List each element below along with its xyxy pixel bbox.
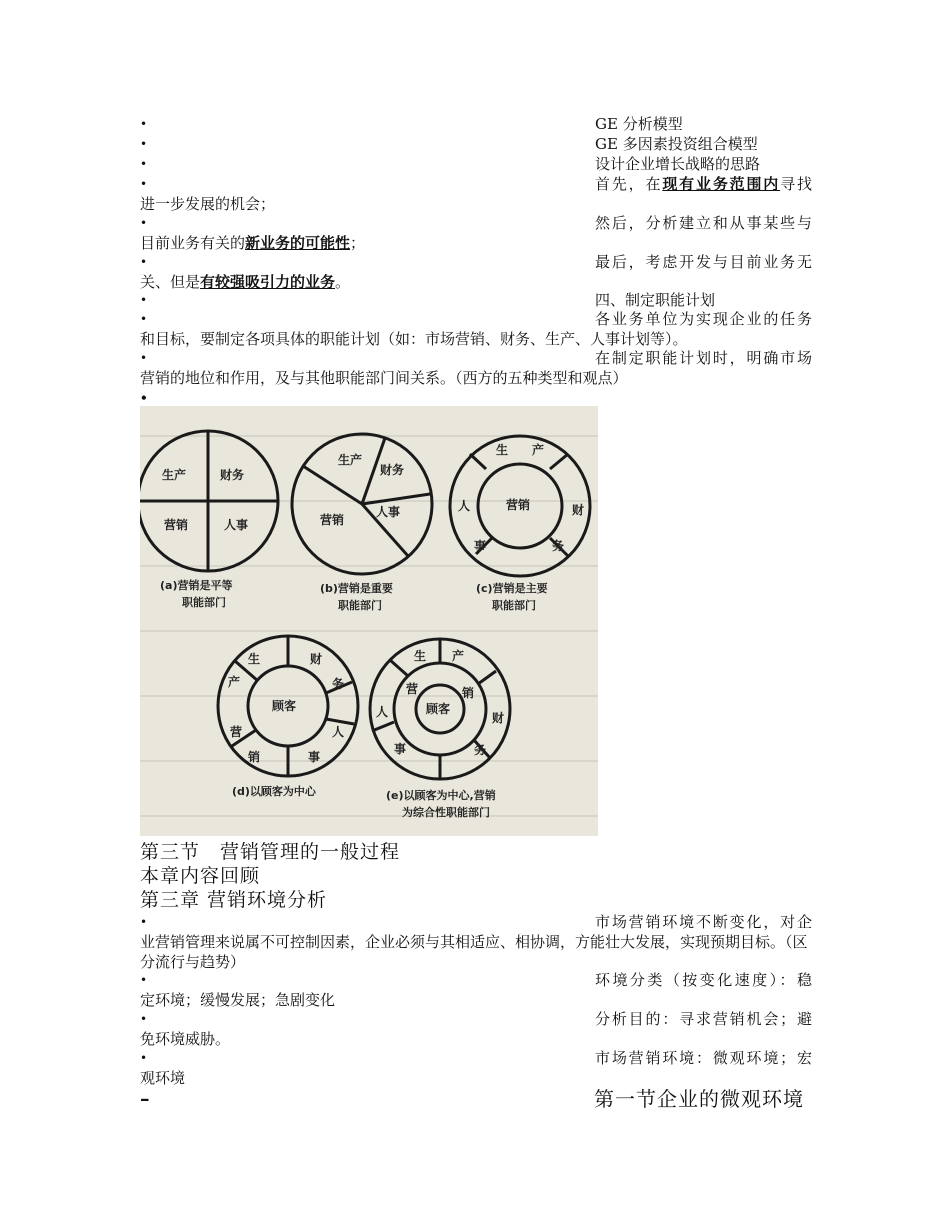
diagram-c-label: 产	[532, 443, 545, 457]
list-item-text: 首先，在现有业务范围内寻找	[595, 175, 812, 193]
bullet-icon: •	[140, 117, 148, 131]
diagram-e-label: 营	[406, 682, 419, 696]
diagram-e-label: 人	[376, 705, 389, 719]
diagram-d-label: 人	[332, 725, 345, 739]
list-item-text: 市场营销环境不断变化，对企	[595, 913, 812, 931]
list-item	[140, 970, 812, 1010]
diagram-d-label: 销	[248, 750, 261, 764]
section-heading: 第三节 营销管理的一般过程	[140, 841, 401, 863]
list-item-continuation: 营销的地位和作用，及与其他职能部门间关系。（西方的五种类型和观点）	[140, 369, 628, 387]
list-item-text: 设计企业增长战略的思路	[595, 155, 761, 173]
emphasis-text: 有较强吸引力的业务	[200, 273, 336, 291]
diagram-a-label: 财务	[220, 468, 245, 482]
list-item-continuation: 目前业务有关的新业务的可能性；	[140, 234, 366, 252]
list-item-text: 四、制定职能计划	[595, 291, 716, 309]
list-item	[140, 1009, 812, 1049]
list-item	[140, 174, 812, 214]
diagram-c-label: 人	[458, 499, 471, 513]
diagram-b-caption: 职能部门	[338, 599, 382, 612]
diagram-e-label: 务	[474, 743, 487, 757]
list-item	[140, 154, 812, 174]
diagram-a-label: 营销	[164, 518, 189, 532]
bullet-icon: •	[140, 1051, 148, 1065]
diagram-b-caption: (b)营销是重要	[320, 582, 393, 595]
list-item-text: 最后，考虑开发与目前业务无	[595, 253, 812, 271]
list-item-continuation: 和目标，要制定各项具体的职能计划（如：市场营销、财务、生产、人事计划等）。	[140, 330, 688, 348]
section-heading: 第一节企业的微观环境	[594, 1087, 804, 1111]
list-item-continuation: 关、但是有较强吸引力的业务。	[140, 273, 351, 291]
list-item	[140, 252, 812, 292]
emphasis-text: 新业务的可能性	[245, 234, 351, 252]
list-item-continuation: 进一步发展的机会；	[140, 195, 276, 213]
list-item-continuation: 业营销管理来说属不可控制因素，企业必须与其相适应、相协调，方能壮大发展，实现预期目标。（区分流行与趋势）	[140, 933, 808, 971]
diagram-c-caption: 职能部门	[492, 599, 536, 612]
list-item-text: 然后，分析建立和从事某些与	[595, 214, 812, 232]
list-item	[140, 348, 812, 388]
diagram-d-label: 产	[228, 675, 241, 689]
list-item	[140, 309, 812, 349]
diagram-c-label: 生	[496, 443, 509, 457]
bullet-icon: •	[140, 915, 148, 929]
list-item-continuation: 定环境；缓慢发展；急剧变化	[140, 991, 336, 1009]
bullet-icon: •	[140, 137, 148, 151]
list-item	[140, 290, 812, 310]
section-heading: 本章内容回顾	[140, 865, 261, 887]
diagram-d-label: 营	[230, 725, 243, 739]
diagram-c-label: 务	[552, 539, 565, 553]
bullet-icon: •	[140, 255, 148, 269]
bullet-icon: •	[140, 973, 148, 987]
diagram-d-caption: (d)以顾客为中心	[232, 785, 316, 798]
list-item-continuation: 免环境威胁。	[140, 1030, 231, 1048]
diagram-e-label: 顾客	[426, 702, 451, 716]
diagram-e-label: 生	[414, 649, 427, 663]
diagram-e-label: 财	[492, 711, 505, 725]
chapter-heading: 第三章 营销环境分析	[140, 889, 328, 911]
diagram-a-label: 生产	[162, 468, 187, 482]
diagram-b-label: 人事	[376, 505, 401, 519]
list-item-text: 在制定职能计划时，明确市场	[595, 349, 812, 367]
diagram-a-caption: (a)营销是平等	[160, 579, 233, 592]
diagram-a-label: 人事	[224, 518, 249, 532]
bullet-icon: •	[140, 312, 148, 326]
diagram-e-label: 销	[462, 686, 475, 700]
list-item	[140, 114, 812, 134]
diagram-d-label: 事	[308, 750, 321, 764]
diagram-d-label: 顾客	[272, 699, 297, 713]
diagram-e-caption: 为综合性职能部门	[402, 806, 490, 819]
diagram-c-label: 财	[572, 503, 585, 517]
list-item-text: 各业务单位为实现企业的任务	[595, 310, 812, 328]
diagram-b-label: 营销	[320, 513, 345, 527]
list-item-text: GE 多因素投资组合模型	[595, 135, 758, 153]
bullet-icon: •	[140, 391, 148, 405]
bullet-icon: •	[140, 293, 148, 307]
diagram-c-label: 营销	[506, 498, 531, 512]
diagram-a	[140, 431, 278, 571]
diagram-b-label: 生产	[338, 453, 363, 467]
list-item-text: GE 分析模型	[595, 115, 683, 133]
diagram-c-label: 事	[474, 539, 487, 553]
list-item	[140, 912, 812, 972]
diagram-b-label: 财务	[380, 463, 405, 477]
list-item-text: 市场营销环境：微观环境；宏	[595, 1049, 812, 1067]
diagram-d-label: 财	[310, 652, 323, 666]
list-item-continuation: 观环境	[140, 1069, 186, 1087]
emphasis-text: 现有业务范围内	[662, 175, 781, 193]
diagram-d-label: 务	[332, 677, 345, 691]
bullet-icon: •	[140, 1012, 148, 1026]
list-item	[140, 1048, 812, 1088]
diagram-c-caption: (c)营销是主要	[476, 582, 548, 595]
marketing-role-figure	[140, 406, 598, 836]
diagram-d-label: 生	[248, 652, 261, 666]
bullet-icon: •	[140, 216, 148, 230]
bullet-icon: •	[140, 351, 148, 365]
list-item	[140, 134, 812, 154]
bullet-icon: •	[140, 157, 148, 171]
list-item-text: 环境分类（按变化速度）：稳	[595, 971, 812, 989]
dash-marker: –	[140, 1088, 150, 1110]
diagram-e-label: 产	[452, 649, 465, 663]
list-item	[140, 213, 812, 253]
diagram-e-label: 事	[394, 742, 407, 756]
diagram-a-caption: 职能部门	[182, 596, 226, 609]
bullet-icon: •	[140, 177, 148, 191]
diagram-e-caption: (e)以顾客为中心,营销	[386, 789, 496, 802]
list-item-text: 分析目的：寻求营销机会；避	[595, 1010, 812, 1028]
